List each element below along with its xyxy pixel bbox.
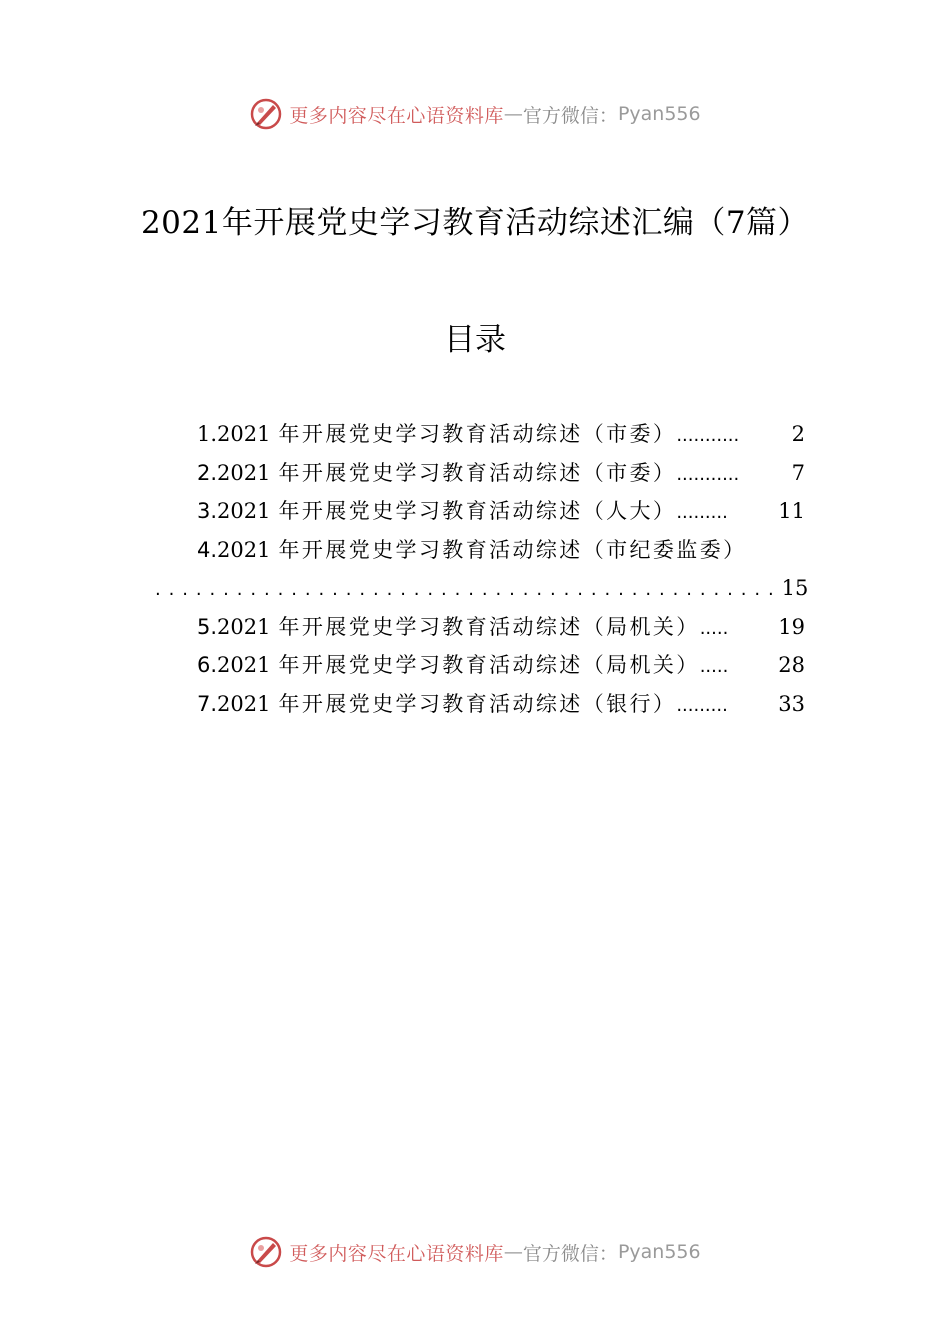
header-wechat-label: 官方微信： — [522, 104, 618, 127]
toc-entry-number: 4. — [197, 537, 218, 562]
toc-entry-text: 年开展党史学习教育活动综述（局机关） — [278, 653, 700, 677]
toc-entry-text: 年开展党史学习教育活动综述（市纪委监委） — [278, 537, 747, 562]
toc-entry-year: 2021 — [217, 460, 271, 485]
toc-entry-5[interactable] — [155, 608, 805, 647]
toc-entry-page: 11 — [778, 499, 805, 523]
toc-entry-2[interactable] — [155, 454, 805, 493]
header-wechat-id: Pyan556 — [617, 103, 701, 125]
toc-entry-number: 6. — [197, 653, 218, 677]
toc-entry-1[interactable] — [155, 415, 805, 454]
toc-entry-page: 15 — [781, 576, 809, 600]
toc-entry-dots: ......... — [676, 502, 728, 523]
toc-entry-number: 5. — [197, 614, 218, 639]
toc-entry-dots: ..... — [699, 617, 729, 639]
footer-banner — [0, 1232, 950, 1272]
toc-entry-page: 7 — [791, 460, 805, 485]
toc-entry-text: 年开展党史学习教育活动综述（银行） — [278, 691, 677, 716]
toc-entry-page: 19 — [778, 614, 805, 639]
toc-entry-4[interactable] — [155, 531, 805, 570]
toc-entry-year: 2021 — [217, 422, 271, 446]
toc-entry-dots: ........... — [676, 425, 740, 446]
toc-entry-year: 2021 — [217, 653, 271, 677]
document-title: 2021年开展党史学习教育活动综述汇编（7篇） — [140, 205, 810, 241]
header-banner — [0, 94, 950, 134]
toc-entry-dots: ........... — [676, 463, 740, 485]
footer-wechat-id: Pyan556 — [617, 1241, 701, 1263]
header-banner-separator: — — [503, 103, 523, 125]
toc-entry-year: 2021 — [217, 614, 271, 639]
toc-entry-page: 33 — [778, 691, 805, 716]
toc-entry-dots: ..... — [699, 656, 729, 677]
toc-entry-year: 2021 — [217, 691, 271, 716]
toc-entry-6[interactable] — [155, 646, 805, 685]
toc-entry-number: 3. — [197, 499, 218, 523]
toc-entry-text: 年开展党史学习教育活动综述（人大） — [278, 499, 677, 523]
toc-entry-year: 2021 — [217, 499, 271, 523]
footer-banner-separator: — — [503, 1241, 523, 1263]
toc-entry-7[interactable] — [155, 685, 805, 724]
toc-entry-number: 1. — [197, 422, 218, 446]
toc-entry-text: 年开展党史学习教育活动综述（市委） — [278, 460, 677, 485]
toc-entry-number: 7. — [197, 691, 218, 716]
table-of-contents — [155, 415, 809, 723]
toc-entry-dots: ......... — [676, 694, 728, 716]
footer-wechat-label: 官方微信： — [522, 1242, 618, 1265]
toc-heading: 目录 — [444, 322, 506, 358]
toc-entry-4-continuation[interactable] — [155, 569, 809, 608]
toc-entry-page: 28 — [778, 653, 805, 677]
footer-banner-text: 更多内容尽在心语资料库 — [289, 1242, 504, 1265]
toc-entry-number: 2. — [197, 460, 218, 485]
quill-pen-logo-icon — [249, 97, 283, 131]
toc-entry-year: 2021 — [217, 537, 271, 562]
toc-entry-3[interactable] — [155, 492, 805, 531]
toc-entry-text: 年开展党史学习教育活动综述（市委） — [278, 422, 677, 446]
toc-entry-dots: .............................................. — [155, 579, 782, 600]
quill-pen-logo-icon — [249, 1235, 283, 1269]
header-banner-text: 更多内容尽在心语资料库 — [289, 104, 504, 127]
toc-entry-page: 2 — [791, 422, 805, 446]
toc-entry-text: 年开展党史学习教育活动综述（局机关） — [278, 614, 700, 639]
